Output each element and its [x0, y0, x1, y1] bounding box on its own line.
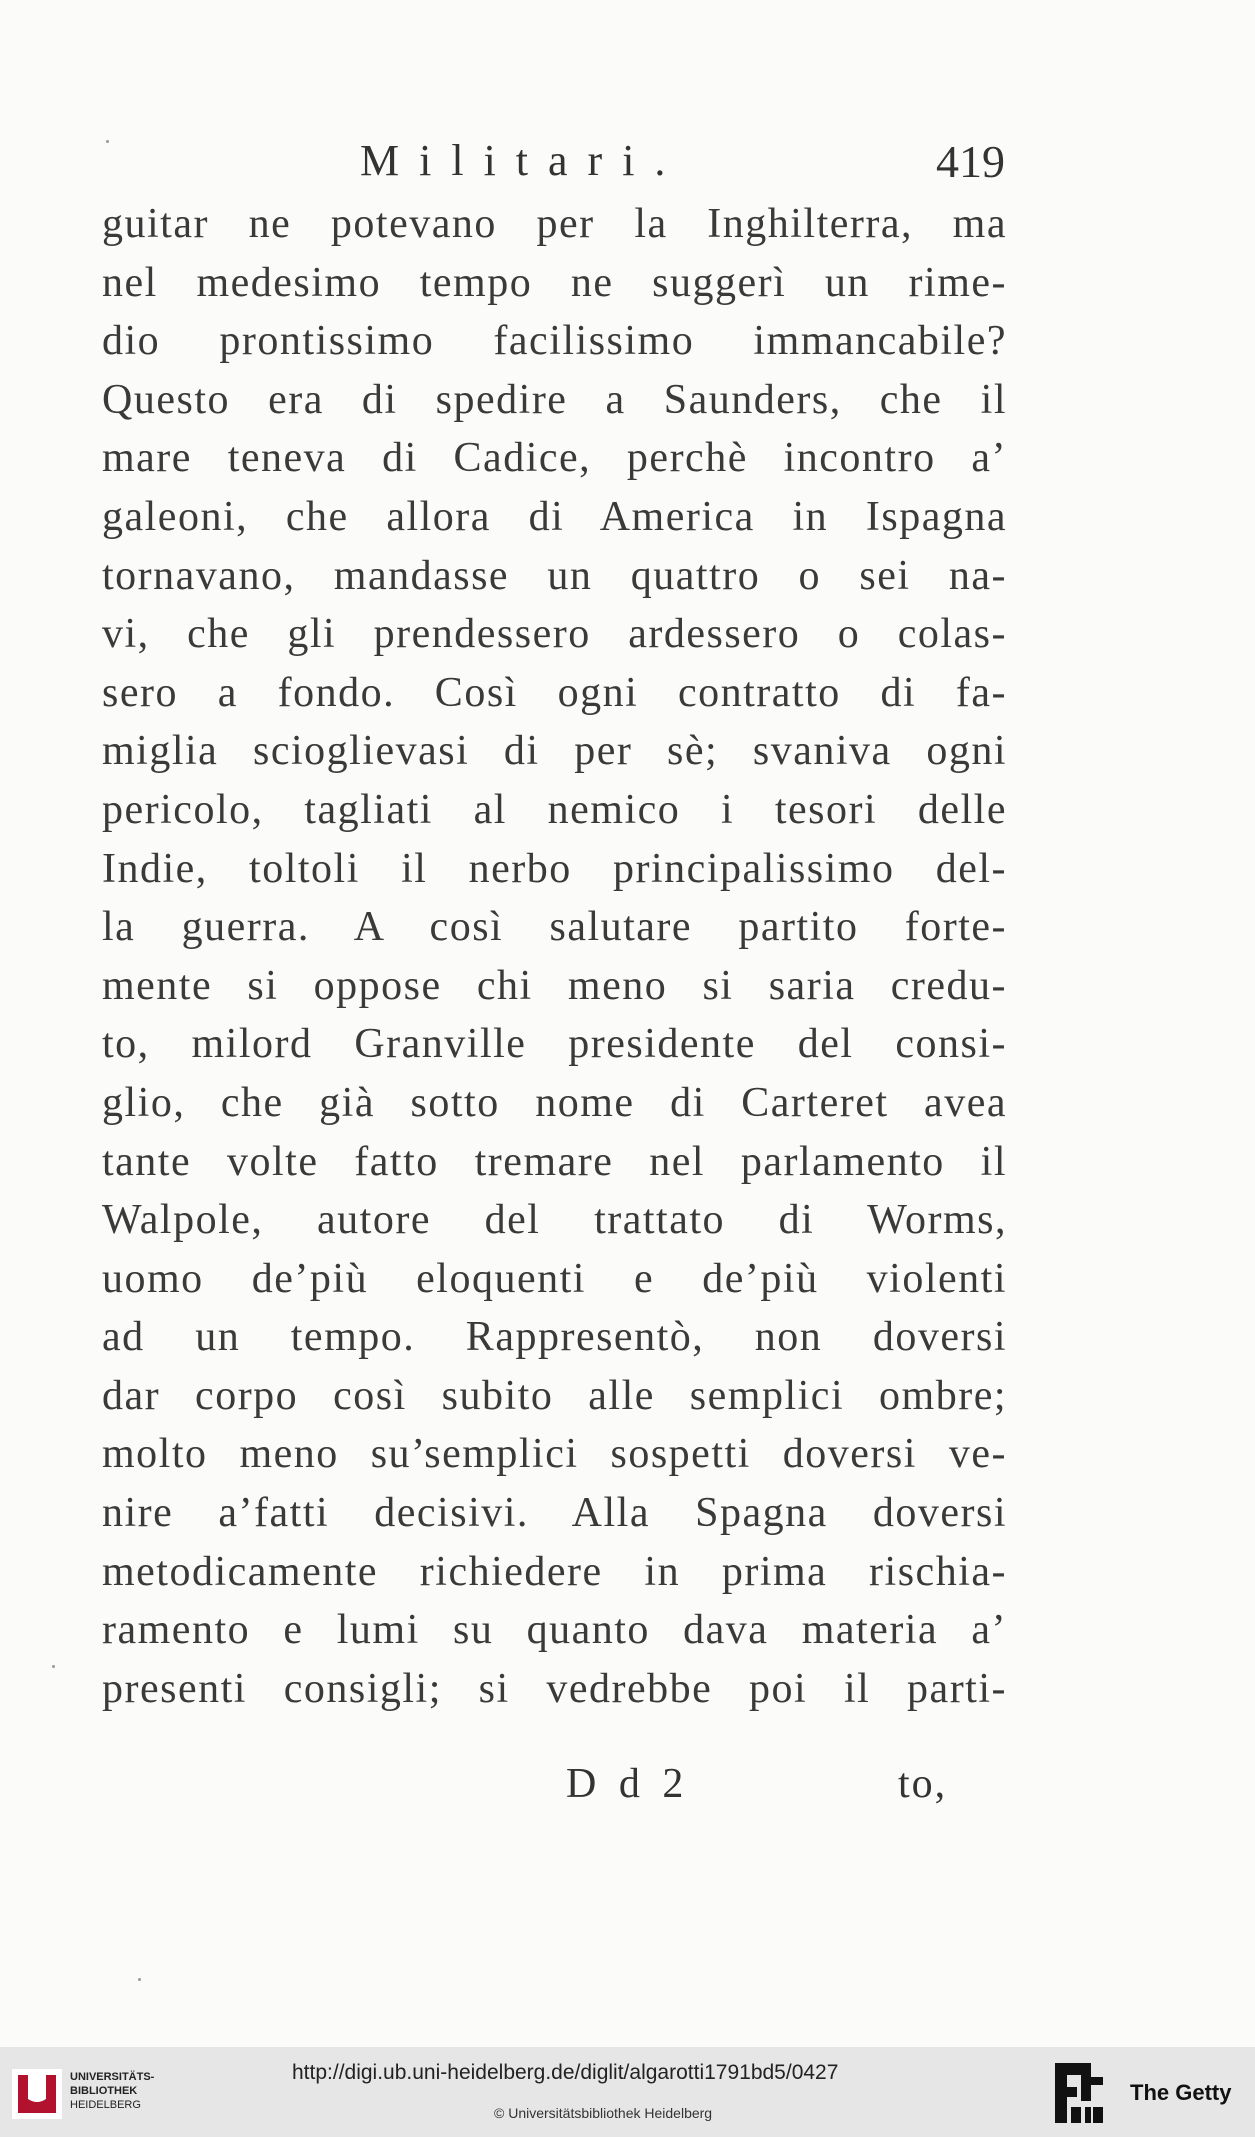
partner-name: The Getty — [1130, 2080, 1232, 2105]
text-line: galeoni, che allora di America in Ispagna — [102, 493, 1007, 540]
text-line: pericolo, tagliati al nemico i tesori delle — [102, 786, 1007, 833]
viewer-footer — [0, 2047, 1255, 2137]
permalink-url[interactable]: http://digi.ub.uni-heidelberg.de/diglit/algarotti1791bd5/0427 — [292, 2061, 839, 2084]
text-line: Walpole, autore del trattato di Worms, — [102, 1197, 1007, 1244]
university-library-logo-icon — [12, 2069, 62, 2119]
copyright-notice: © Universitätsbibliothek Heidelberg — [494, 2105, 713, 2121]
library-name-line: HEIDELBERG — [70, 2099, 141, 2111]
text-line: uomo de’più eloquenti e de’più violenti — [102, 1255, 1007, 1302]
text-line: to, milord Granville presidente del consi- — [102, 1021, 1007, 1068]
text-line: tornavano, mandasse un quattro o sei na- — [102, 552, 1007, 599]
library-name — [70, 2070, 154, 2112]
text-line: mare teneva di Cadice, perchè incontro a’ — [102, 435, 1007, 482]
text-line: nire a’fatti decisivi. Alla Spagna doversi — [102, 1490, 1007, 1537]
page-number: 419 — [936, 136, 1005, 187]
text-line: Indie, toltoli il nerbo principalissimo del- — [102, 845, 1007, 892]
text-line: nel medesimo tempo ne suggerì un rime- — [102, 259, 1007, 306]
getty-logo-icon — [1055, 2063, 1103, 2123]
text-line: metodicamente richiedere in prima rischia- — [102, 1548, 1007, 1595]
text-line: ramento e lumi su quanto dava materia a’ — [102, 1607, 1007, 1654]
page-header — [0, 135, 1255, 195]
text-line: mente si oppose chi meno si saria credu- — [102, 962, 1007, 1009]
text-line: tante volte fatto tremare nel parlamento il — [102, 1138, 1007, 1185]
catchword: to, — [898, 1761, 948, 1807]
signature-mark: D d 2 — [566, 1761, 690, 1807]
running-head: Militari. — [360, 136, 686, 185]
text-line: glio, che già sotto nome di Carteret avea — [102, 1079, 1007, 1126]
paper-speck — [138, 1978, 141, 1981]
text-line: ad un tempo. Rappresentò, non doversi — [102, 1314, 1007, 1361]
library-name-line: BIBLIOTHEK — [70, 2085, 138, 2097]
text-line: molto meno su’semplici sospetti doversi ve- — [102, 1431, 1007, 1478]
paper-speck — [52, 1665, 55, 1668]
text-line: sero a fondo. Così ogni contratto di fa- — [102, 669, 1007, 716]
text-line: dar corpo così subito alle semplici ombre; — [102, 1372, 1007, 1419]
paper-speck — [106, 140, 109, 143]
text-line: la guerra. A così salutare partito forte- — [102, 904, 1007, 951]
library-name-line: UNIVERSITÄTS- — [70, 2071, 155, 2083]
text-line: Questo era di spedire a Saunders, che il — [102, 376, 1007, 423]
body-text — [102, 195, 1007, 1718]
text-line: dio prontissimo facilissimo immancabile? — [102, 318, 1007, 365]
text-line: guitar ne potevano per la Inghilterra, ma — [102, 201, 1007, 247]
page-footer-line — [0, 1760, 1255, 1820]
text-line: vi, che gli prendessero ardessero o colas- — [102, 611, 1007, 658]
text-line: miglia scioglievasi di per sè; svaniva ogni — [102, 728, 1007, 775]
text-line: presenti consigli; si vedrebbe poi il parti- — [102, 1665, 1007, 1712]
